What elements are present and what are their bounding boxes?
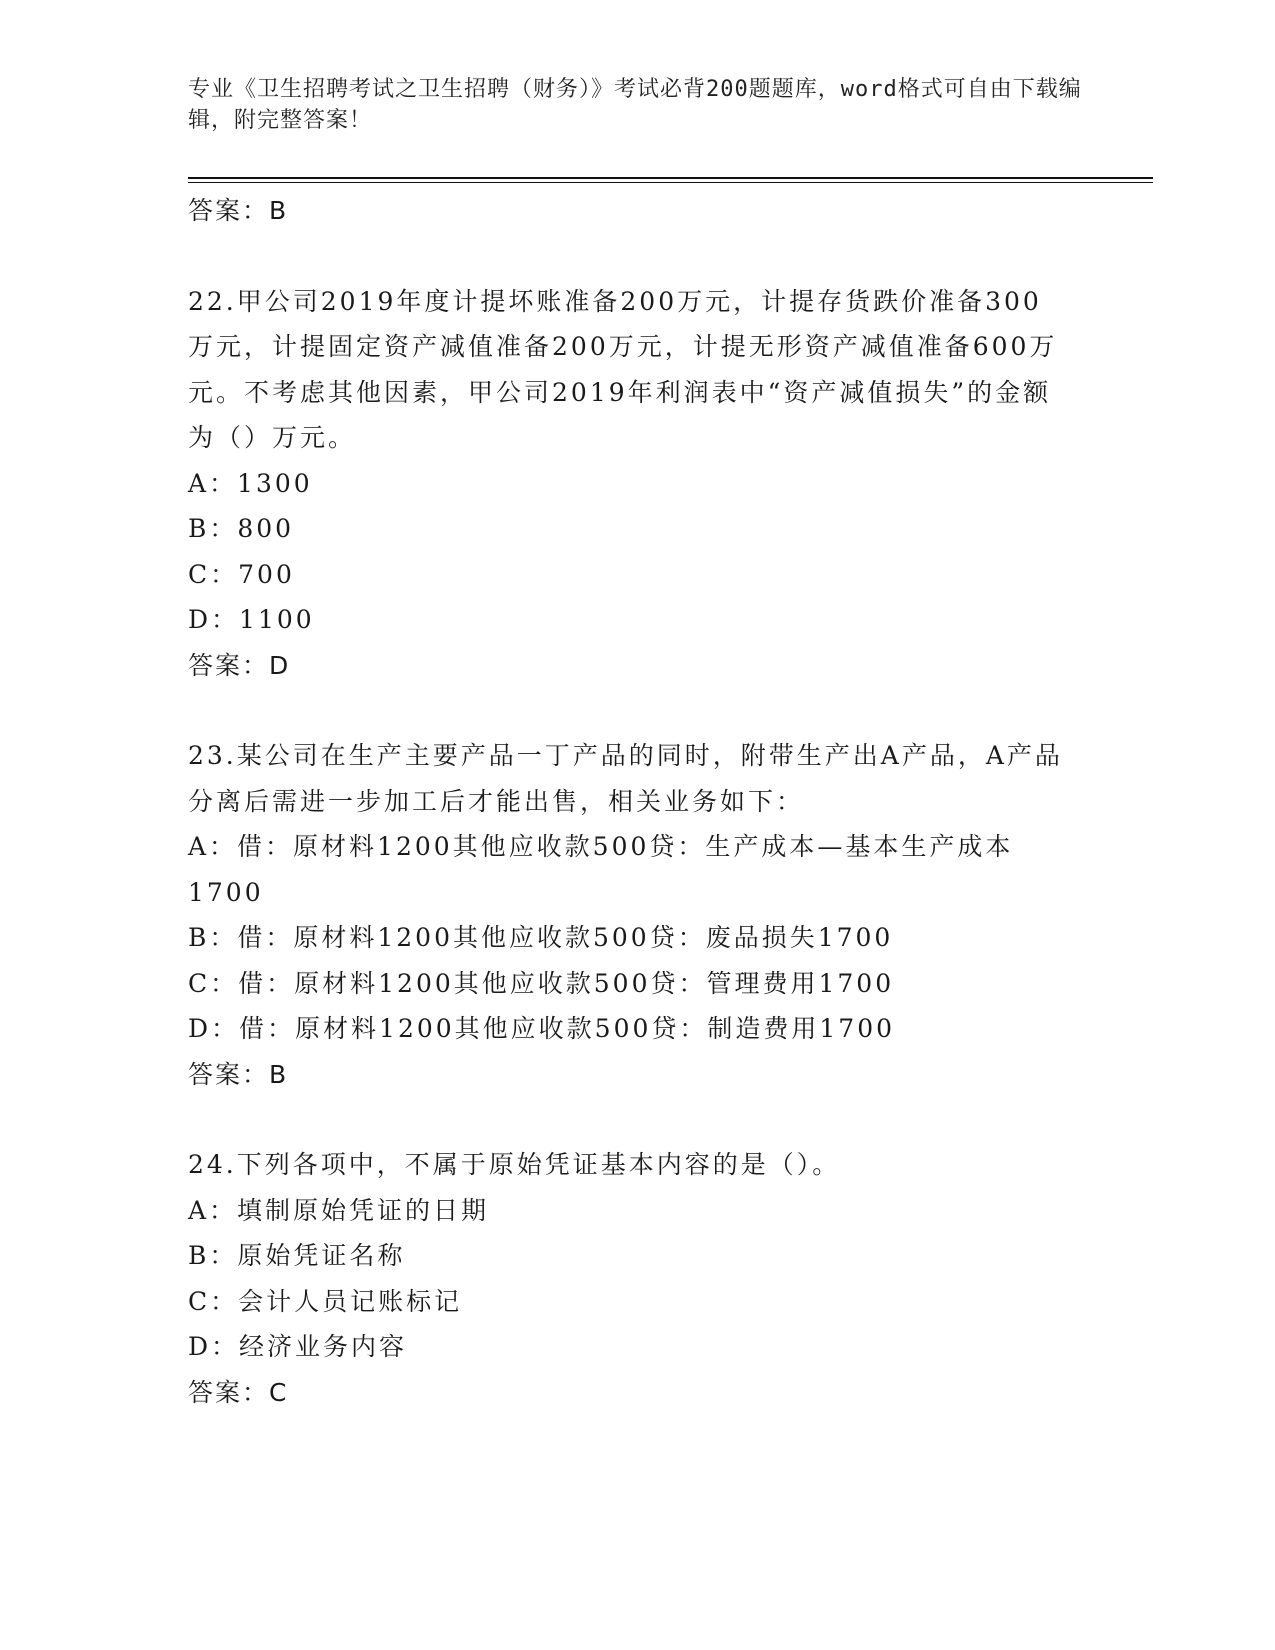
option-c: C：借：原材料1200其他应收款500贷：管理费用1700 <box>188 968 895 998</box>
option-c: C：会计人员记账标记 <box>188 1286 463 1316</box>
option-d: D：经济业务内容 <box>188 1332 408 1361</box>
option-d: D：1100 <box>188 605 315 634</box>
option-c: C：700 <box>188 559 295 589</box>
option-a: A：填制原始凭证的日期 <box>188 1195 490 1225</box>
option-b: B：800 <box>188 514 295 543</box>
question-stem: 24.下列各项中，不属于原始凭证基本内容的是（）。 <box>188 1150 841 1179</box>
question-answer: 答案：D <box>188 650 291 680</box>
spacer <box>188 688 1088 733</box>
spacer <box>188 234 1088 279</box>
previous-answer: 答案：B <box>188 196 289 225</box>
question-22 <box>188 279 1088 689</box>
question-24 <box>188 1142 1088 1415</box>
option-b: B：借：原材料1200其他应收款500贷：废品损失1700 <box>188 923 894 952</box>
question-answer: 答案：B <box>188 1059 289 1089</box>
question-23 <box>188 733 1088 1097</box>
question-content <box>188 188 1088 1415</box>
header-divider-thin <box>188 182 1153 183</box>
question-answer: 答案：C <box>188 1377 289 1407</box>
question-stem: 22.甲公司2019年度计提坏账准备200万元，计提存货跌价准备300万元，计提固定资产减值准备200万元，计提无形资产减值准备600万元。不考虑其他因素，甲公司2019年利润表中“资产减值损失”的金额为（）万元。 <box>188 286 1058 452</box>
spacer <box>188 1097 1088 1142</box>
document-header: 专业《卫生招聘考试之卫生招聘（财务）》考试必背200题题库，word格式可自由下载编辑，附完整答案！ <box>188 77 1082 133</box>
header-divider <box>188 177 1153 179</box>
question-stem: 23.某公司在生产主要产品一丁产品的同时，附带生产出A产品，A产品分离后需进一步加工后才能出售，相关业务如下： <box>188 741 1063 816</box>
option-a: A：借：原材料1200其他应收款500贷：生产成本—基本生产成本1700 <box>188 832 1014 907</box>
option-b: B：原始凭证名称 <box>188 1241 406 1270</box>
option-d: D：借：原材料1200其他应收款500贷：制造费用1700 <box>188 1014 896 1043</box>
option-a: A：1300 <box>188 468 313 498</box>
